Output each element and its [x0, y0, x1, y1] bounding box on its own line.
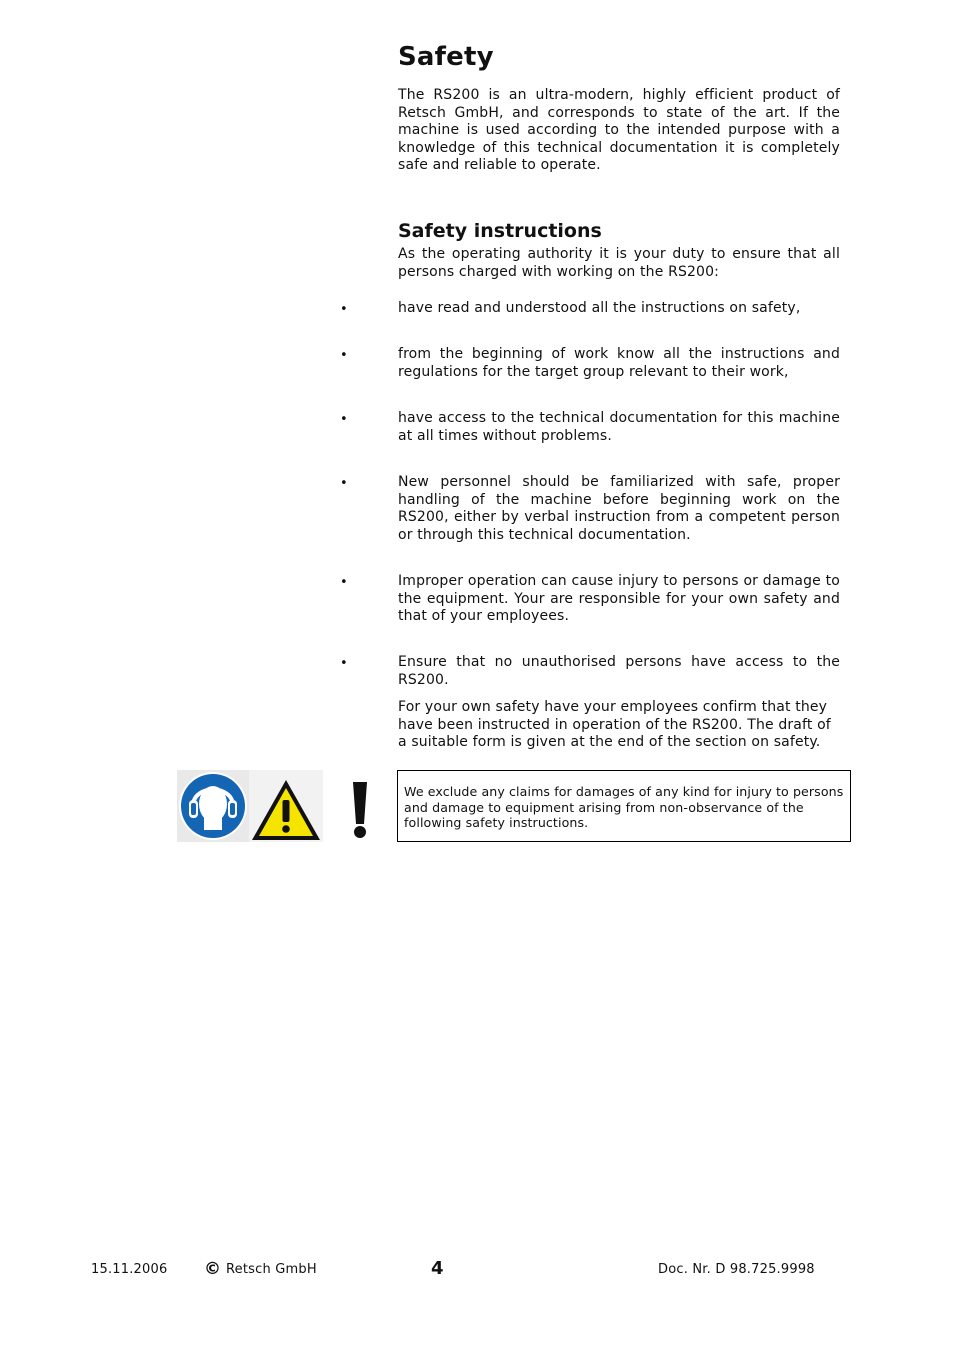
- list-item: [398, 300, 840, 318]
- bullet-dot: •: [340, 302, 348, 317]
- list-item: [398, 573, 840, 626]
- bullet-text: have read and understood all the instructions on safety,: [398, 300, 801, 316]
- lead-block: [398, 246, 840, 281]
- list-item: [398, 346, 840, 381]
- bullet-text: from the beginning of work know all the instructions and regulations for the target group relevant to their work,: [398, 346, 840, 380]
- bullet-text: Ensure that no unauthorised persons have access to the RS200.: [398, 654, 840, 688]
- list-item: [398, 474, 840, 544]
- list-item: [398, 654, 840, 689]
- intro-block: [398, 87, 840, 175]
- bullet-dot: •: [340, 476, 348, 491]
- footer-date: 15.11.2006: [91, 1262, 168, 1277]
- intro-paragraph: The RS200 is an ultra-modern, highly efficient product of Retsch GmbH, and corresponds to state of the art. If the machine is used according to the intended purpose with a knowledge of this technical documentation it is completely safe and reliable to operate.: [398, 87, 840, 173]
- page-title: Safety: [398, 42, 494, 72]
- footer-doc-number: Doc. Nr. D 98.725.9998: [658, 1262, 815, 1277]
- disclaimer-box: [397, 770, 851, 842]
- closing-block: [398, 699, 840, 752]
- bullet-dot: •: [340, 348, 348, 363]
- bullet-dot: •: [340, 656, 348, 671]
- warning-triangle-icon: [249, 770, 323, 842]
- footer-company: Retsch GmbH: [226, 1262, 317, 1277]
- bullet-dot: •: [340, 412, 348, 427]
- section-heading: Safety instructions: [398, 220, 602, 242]
- lead-paragraph: As the operating authority it is your duty to ensure that all persons charged with working on the RS200:: [398, 246, 840, 280]
- bullet-text: New personnel should be familiarized with safe, proper handling of the machine before beginning work on the RS200, either by verbal instruction from a competent person or through this technical documentation.: [398, 474, 840, 543]
- copyright-icon: ©: [204, 1259, 222, 1279]
- bullet-dot: •: [340, 575, 348, 590]
- exclamation-icon: [340, 770, 380, 842]
- page-number: 4: [431, 1258, 444, 1279]
- list-item: [398, 410, 840, 445]
- ear-protection-icon: [177, 770, 249, 842]
- bullet-text: Improper operation can cause injury to persons or damage to the equipment. Your are responsible for your own safety and that of your employees.: [398, 573, 840, 624]
- disclaimer-text: We exclude any claims for damages of any kind for injury to persons and damage to equipment arising from non-observance of the following safety instructions.: [404, 784, 844, 831]
- closing-paragraph: For your own safety have your employees confirm that they have been instructed in operation of the RS200. The draft of a suitable form is given at the end of the section on safety.: [398, 699, 831, 750]
- bullet-text: have access to the technical documentation for this machine at all times without problems.: [398, 410, 840, 444]
